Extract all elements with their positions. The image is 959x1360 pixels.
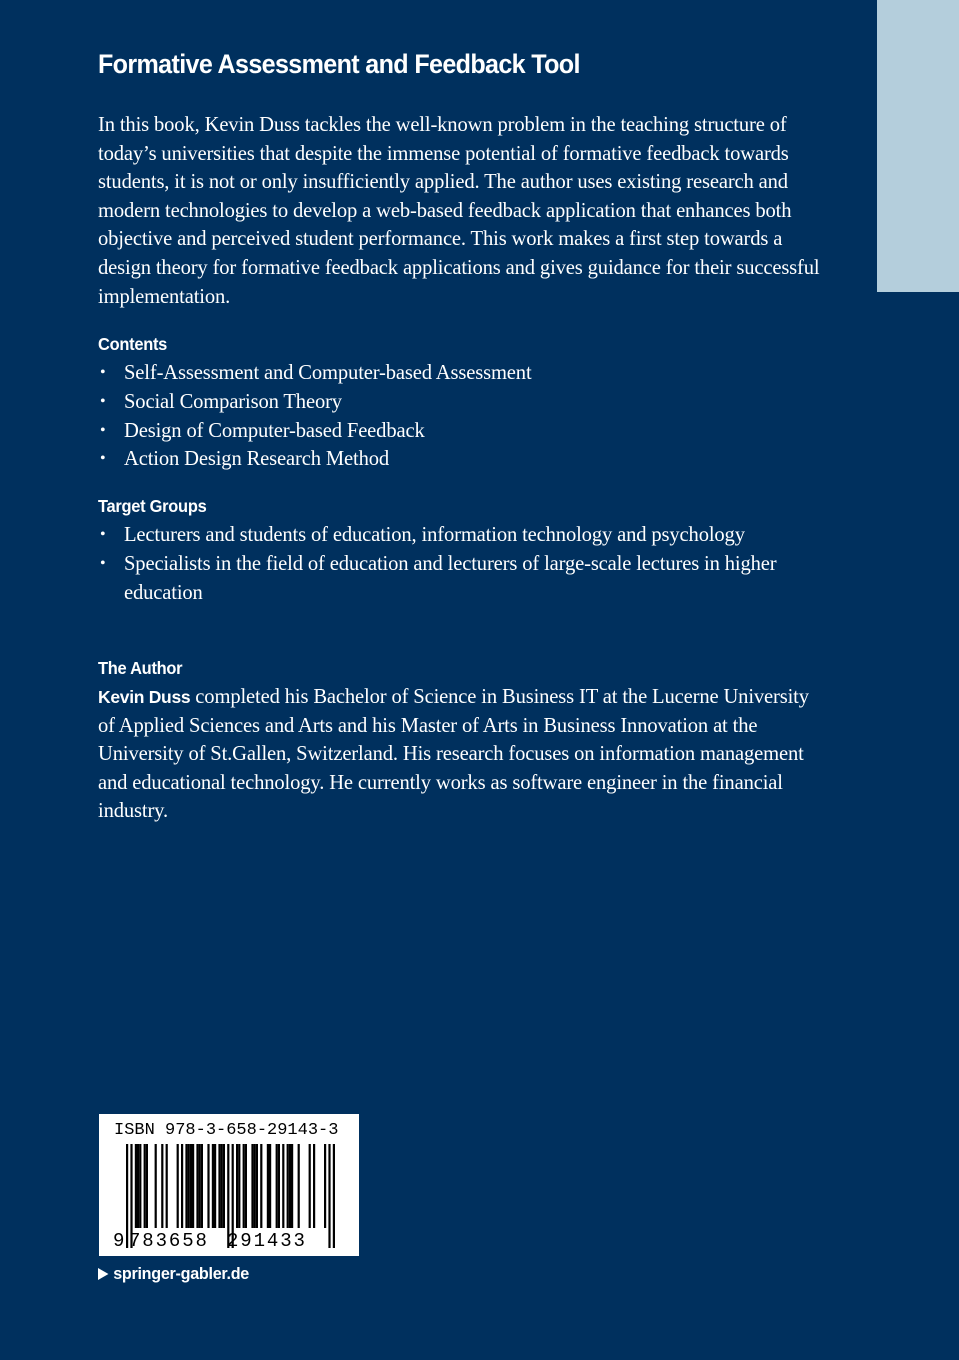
barcode-bar — [196, 1144, 198, 1228]
barcode-bar — [139, 1144, 141, 1228]
barcode-bar — [137, 1144, 139, 1228]
barcode-bar — [207, 1144, 209, 1228]
barcode-bar — [313, 1144, 315, 1228]
barcode-bar — [135, 1144, 137, 1228]
website-text: springer-gabler.de — [113, 1264, 249, 1283]
bullet-icon: • — [100, 364, 106, 381]
contents-list — [98, 359, 823, 474]
barcode-bar — [269, 1144, 271, 1228]
barcode-bar — [144, 1144, 146, 1228]
isbn-barcode — [99, 1114, 359, 1256]
target-groups-heading: Target Groups — [98, 496, 207, 516]
barcode-bar — [188, 1144, 190, 1228]
author-bio-text: completed his Bachelor of Science in Business IT at the Lucerne University of Applied Sciences and Arts and his Master of Arts in Business Innovation at the University of St.Gallen, Switzerland. His research focuses on information management and educational technology. He currently works as software engineer in the financial industry. — [98, 686, 809, 823]
barcode-bars — [99, 1114, 359, 1256]
isbn-label: ISBN 978-3-658-29143-3 — [114, 1121, 339, 1140]
barcode-bar — [185, 1144, 187, 1228]
book-description: In this book, Kevin Duss tackles the well-known problem in the teaching structure of today’s universities that despite the immense potential of formative feedback towards students, it is not or only insufficiently applied. The author uses existing research and modern technologies to develop a web-based feedback application that enhances both objective and perceived student performance. This work makes a first step towards a design theory for formative feedback applications and gives guidance for their successful implementation. — [98, 114, 820, 308]
barcode-bar — [289, 1144, 291, 1228]
barcode-bar — [282, 1144, 284, 1228]
list-item: • Specialists in the field of education and lecturers of large-scale lectures in higher education — [98, 550, 823, 608]
bullet-icon: • — [100, 526, 106, 543]
barcode-bar — [328, 1144, 330, 1248]
list-item: • Lecturers and students of education, information technology and psychology — [98, 521, 823, 550]
barcode-bar — [254, 1144, 256, 1228]
author-heading: The Author — [98, 658, 183, 678]
barcode-bar — [192, 1144, 194, 1228]
author-bio — [98, 683, 823, 826]
list-item: • Self-Assessment and Computer-based Assessment — [98, 359, 823, 388]
barcode-bar — [291, 1144, 293, 1228]
barcode-bar — [126, 1144, 128, 1248]
book-title: Formative Assessment and Feedback Tool — [98, 49, 580, 79]
barcode-bar — [243, 1144, 245, 1228]
publisher-website-link[interactable] — [98, 1262, 249, 1286]
barcode-bar — [214, 1144, 216, 1228]
barcode-bar — [223, 1144, 225, 1228]
barcode-bar — [155, 1144, 157, 1228]
bullet-icon: • — [100, 450, 106, 468]
barcode-bar — [276, 1144, 278, 1228]
contents-heading: Contents — [98, 334, 168, 354]
barcode-bar — [146, 1144, 148, 1228]
barcode-bar — [238, 1144, 240, 1228]
color-strip — [877, 0, 959, 292]
bullet-icon: • — [100, 421, 106, 439]
barcode-bar — [212, 1144, 214, 1228]
author-name: Kevin Duss — [98, 687, 191, 707]
barcode-bar — [177, 1144, 179, 1228]
list-item: • Design of Computer-based Feedback — [98, 417, 823, 446]
target-groups-list — [98, 521, 823, 607]
barcode-bar — [333, 1144, 335, 1248]
triangle-right-icon — [98, 1268, 108, 1280]
barcode-left-digits: 783658 — [129, 1230, 209, 1252]
list-item: • Social Comparison Theory — [98, 388, 823, 417]
barcode-bar — [190, 1144, 192, 1228]
barcode-bar — [324, 1144, 326, 1228]
barcode-bar — [166, 1144, 168, 1228]
barcode-bar — [256, 1144, 258, 1228]
barcode-bar — [161, 1144, 163, 1228]
bullet-icon: • — [100, 554, 106, 572]
barcode-bar — [267, 1144, 269, 1228]
barcode-bar — [278, 1144, 280, 1228]
barcode-right-digits: 291433 — [227, 1230, 307, 1252]
barcode-bar — [181, 1144, 183, 1228]
barcode-bar — [309, 1144, 311, 1228]
barcode-bar — [199, 1144, 201, 1228]
barcode-bar — [218, 1144, 220, 1228]
barcode-bar — [287, 1144, 289, 1228]
bullet-icon: • — [100, 392, 106, 410]
barcode-bar — [221, 1144, 223, 1228]
barcode-bar — [298, 1144, 300, 1228]
barcode-bar — [251, 1144, 253, 1228]
barcode-bar — [245, 1144, 247, 1228]
list-item: • Action Design Research Method — [98, 445, 823, 474]
barcode-bar — [201, 1144, 203, 1228]
barcode-first-digit: 9 — [113, 1230, 125, 1252]
barcode-bar — [260, 1144, 262, 1228]
barcode-bar — [236, 1144, 238, 1228]
